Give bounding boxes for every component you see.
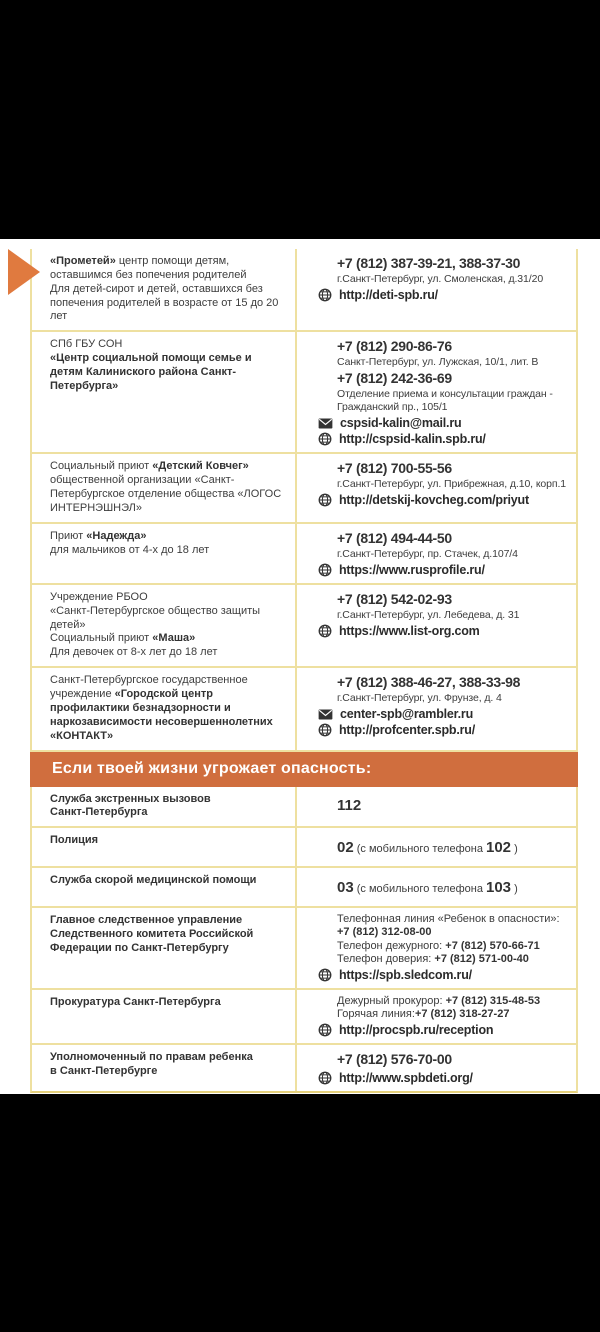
url-text: http://deti-spb.ru/ (339, 288, 438, 303)
table-row (32, 585, 576, 668)
website-link[interactable] (297, 563, 574, 577)
text-segment: Социальный приют (50, 460, 153, 473)
text-segment: Санкт-Петербургское государственное (50, 674, 248, 687)
url-text: https://www.rusprofile.ru/ (339, 562, 485, 577)
table-row (32, 868, 576, 908)
phone-number: +7 (812) 242-36-69 (337, 370, 452, 387)
phone-number: +7 (812) 576-70-00 (337, 1051, 452, 1068)
text-segment: для мальчиков от 4-х до 18 лет (50, 543, 210, 556)
label-line (50, 338, 287, 352)
bold-text-segment: 03 (337, 879, 354, 897)
label-line (50, 914, 287, 956)
phone-number: +7 (812) 542-02-93 (337, 590, 452, 607)
letterbox-top (0, 0, 600, 239)
bold-text-segment: +7 (812) 570-66-71 (445, 939, 540, 952)
phone-number: +7 (812) 700-55-56 (337, 460, 452, 477)
bold-text-segment: Прокуратура Санкт-Петербурга (50, 995, 221, 1008)
label-cell (32, 828, 295, 866)
contact-line (297, 833, 574, 860)
label-line (50, 674, 287, 688)
bold-text-segment: Санкт-Петербурга (50, 806, 148, 819)
label-line (50, 591, 287, 605)
bold-text-segment: +7 (812) 571-00-40 (434, 952, 529, 965)
phone-number: +7 (812) 290-86-76 (337, 338, 452, 355)
label-line (50, 605, 287, 633)
globe-icon (318, 493, 332, 507)
label-cell (32, 524, 295, 583)
text-segment: ) (511, 843, 518, 856)
bold-text-segment: «Детский Ковчег» (152, 460, 249, 473)
url-text: http://procspb.ru/reception (339, 1023, 494, 1038)
bold-text-segment: «Надежда» (86, 529, 147, 542)
label-line (50, 530, 287, 544)
text-segment: Телефон доверия: (337, 952, 435, 965)
globe-icon (318, 432, 332, 446)
contact-line (297, 940, 574, 953)
label-cell (32, 249, 295, 330)
envelope-icon (318, 418, 333, 429)
letterbox-bottom (0, 1094, 600, 1332)
website-link[interactable] (297, 723, 574, 737)
contact-cell (295, 828, 576, 866)
phone-number: +7 (812) 387-39-21, 388-37-30 (337, 255, 521, 271)
email-text: cspsid-kalin@mail.ru (340, 416, 462, 431)
bold-text-segment: «Прометей» (50, 255, 116, 267)
danger-banner (30, 752, 578, 787)
bold-text-segment: 102 (486, 839, 512, 857)
bold-text-segment: +7 (812) 315-48-53 (445, 994, 541, 1007)
directory-table (30, 249, 578, 752)
label-cell (32, 332, 295, 452)
address-line: г.Санкт-Петербург, ул. Фрунзе, д. 4 (337, 692, 502, 705)
envelope-icon (318, 709, 333, 720)
label-line (50, 255, 287, 283)
label-line (50, 688, 287, 743)
text-segment: (с мобильного телефона (353, 883, 486, 896)
bold-text-segment: +7 (812) 312-08-00 (337, 926, 432, 939)
emergency-table (30, 787, 578, 1094)
label-line (50, 283, 287, 325)
document-body (30, 249, 578, 1205)
url-text: http://profcenter.spb.ru/ (339, 723, 475, 738)
text-segment: Приют (50, 529, 87, 542)
website-link[interactable] (297, 624, 574, 638)
text-segment: Социальный приют (50, 632, 153, 645)
website-link[interactable] (297, 493, 574, 507)
address-line: Санкт-Петербург, ул. Лужская, 10/1, лит. В (337, 356, 539, 369)
text-segment: Телефон дежурного: (337, 939, 446, 952)
text-segment: «Санкт-Петербургское общество защиты детей» (50, 604, 261, 631)
bold-text-segment: Главное следственное управление Следственного комитета Российской Федерации по Санкт-Петербургу (50, 914, 254, 954)
label-line (50, 632, 287, 646)
table-row (32, 908, 576, 990)
table-row (32, 787, 576, 829)
table-row (32, 1045, 576, 1091)
table-row (32, 524, 576, 585)
contact-cell (295, 585, 576, 666)
contact-line (297, 1008, 574, 1021)
text-segment: ) (511, 883, 518, 896)
danger-banner-title: Если твоей жизни угрожает опасность: (52, 759, 372, 777)
label-cell (32, 908, 295, 988)
url-text: http://cspsid-kalin.spb.ru/ (339, 432, 486, 447)
contact-cell (295, 332, 576, 452)
contact-line (297, 926, 574, 939)
bold-text-segment: 103 (486, 879, 512, 897)
label-line (50, 460, 287, 474)
address-line: г.Санкт-Петербург, ул. Смоленская, д.31/20 (337, 272, 544, 285)
label-cell (32, 585, 295, 666)
bold-text-segment: Служба скорой медицинской помощи (50, 874, 257, 887)
bold-text-segment: Служба экстренных вызовов (50, 792, 211, 805)
text-segment: учреждение (50, 688, 115, 701)
globe-icon (318, 624, 332, 638)
contact-cell (295, 787, 576, 827)
contact-line (297, 953, 574, 966)
address-line: Отделение приема и консультации граждан - Гражданский пр., 105/1 (337, 388, 553, 414)
address-line: г.Санкт-Петербург, ул. Прибрежная, д.10, корп.1 (337, 478, 567, 491)
globe-icon (318, 1023, 332, 1037)
label-line (50, 793, 287, 807)
label-cell (32, 454, 295, 521)
email-link[interactable] (297, 416, 574, 430)
text-segment: центр помощи детям, оставшимся без попечения родителей (50, 255, 247, 281)
text-segment: Учреждение РБОО (50, 590, 148, 603)
globe-icon (318, 288, 332, 302)
label-cell (32, 1045, 295, 1091)
globe-icon (318, 563, 332, 577)
label-cell (32, 668, 295, 749)
contact-cell (295, 1045, 576, 1091)
contact-line (297, 995, 574, 1008)
globe-icon (318, 1071, 332, 1085)
url-text: https://spb.sledcom.ru/ (339, 967, 472, 982)
contact-cell (295, 454, 576, 521)
label-line (50, 1051, 287, 1065)
contact-cell (295, 249, 576, 330)
text-segment: общественной организации «Санкт-Петербургское отделение общества «ЛОГОС ИНТЕРНЭШНЭЛ» (50, 474, 282, 515)
document-page (0, 239, 600, 1094)
table-row (32, 332, 576, 454)
bookmark-arrow-icon (8, 249, 40, 295)
globe-icon (318, 723, 332, 737)
contact-line (297, 873, 574, 900)
url-text: https://www.list-org.com (339, 623, 480, 638)
contact-cell (295, 908, 576, 988)
bold-text-segment: Полиция (50, 834, 99, 847)
bold-text-segment: «Маша» (152, 632, 196, 645)
contact-cell (295, 868, 576, 906)
email-link[interactable] (297, 707, 574, 721)
website-link[interactable] (297, 1071, 574, 1085)
emergency-number: 112 (337, 796, 362, 814)
label-line (50, 544, 287, 558)
url-text: http://detskij-kovcheg.com/priyut (339, 493, 529, 508)
website-link[interactable] (297, 288, 574, 302)
table-row (32, 990, 576, 1045)
contact-line (297, 913, 574, 926)
label-line (50, 834, 287, 848)
phone-number: +7 (812) 494-44-50 (337, 529, 452, 546)
bold-text-segment: +7 (812) 318-27-27 (414, 1008, 510, 1021)
label-line (50, 646, 287, 660)
table-row (32, 454, 576, 523)
bold-text-segment: в Санкт-Петербурге (50, 1065, 158, 1078)
table-row (32, 828, 576, 868)
label-line (50, 1065, 287, 1079)
text-segment: Горячая линия: (337, 1008, 415, 1021)
label-line (50, 806, 287, 820)
text-segment: Телефонная линия «Ребенок в опасности»: (337, 913, 560, 926)
label-line (50, 352, 287, 394)
label-cell (32, 990, 295, 1043)
address-line: г.Санкт-Петербург, пр. Стачек, д.107/4 (337, 547, 518, 560)
label-cell (32, 868, 295, 906)
url-text: http://www.spbdeti.org/ (339, 1071, 473, 1086)
text-segment: Для девочек от 8-х лет до 18 лет (50, 646, 218, 659)
table-row (32, 249, 576, 332)
label-cell (32, 787, 295, 827)
website-link[interactable] (297, 1023, 574, 1037)
email-text: center-spb@rambler.ru (340, 707, 474, 722)
address-line: г.Санкт-Петербург, ул. Лебедева, д. 31 (337, 608, 520, 621)
label-line (50, 474, 287, 516)
label-line (50, 874, 287, 888)
contact-cell (295, 990, 576, 1043)
bold-text-segment: 02 (337, 839, 354, 857)
label-line (50, 996, 287, 1010)
bold-text-segment: «Городской центр профилактики безнадзорности и наркозависимости несовершеннолетних «КОНТАКТ» (50, 688, 273, 742)
contact-cell (295, 524, 576, 583)
text-segment: Для детей-сирот и детей, оставшихся без попечения родителей в возрасте от 15 до 20 лет (50, 282, 279, 323)
bold-text-segment: Уполномоченный по правам ребенка (50, 1051, 253, 1064)
table-row (32, 668, 576, 751)
globe-icon (318, 968, 332, 982)
website-link[interactable] (297, 968, 574, 982)
text-segment: СПб ГБУ СОН (50, 338, 123, 351)
text-segment: (с мобильного телефона (353, 843, 486, 856)
bold-text-segment: «Центр социальной помощи семье и детям Калиниского района Санкт-Петербурга» (50, 352, 252, 392)
text-segment: Дежурный прокурор: (337, 994, 446, 1007)
contact-cell (295, 668, 576, 749)
website-link[interactable] (297, 432, 574, 446)
phone-number: +7 (812) 388-46-27, 388-33-98 (337, 674, 521, 691)
